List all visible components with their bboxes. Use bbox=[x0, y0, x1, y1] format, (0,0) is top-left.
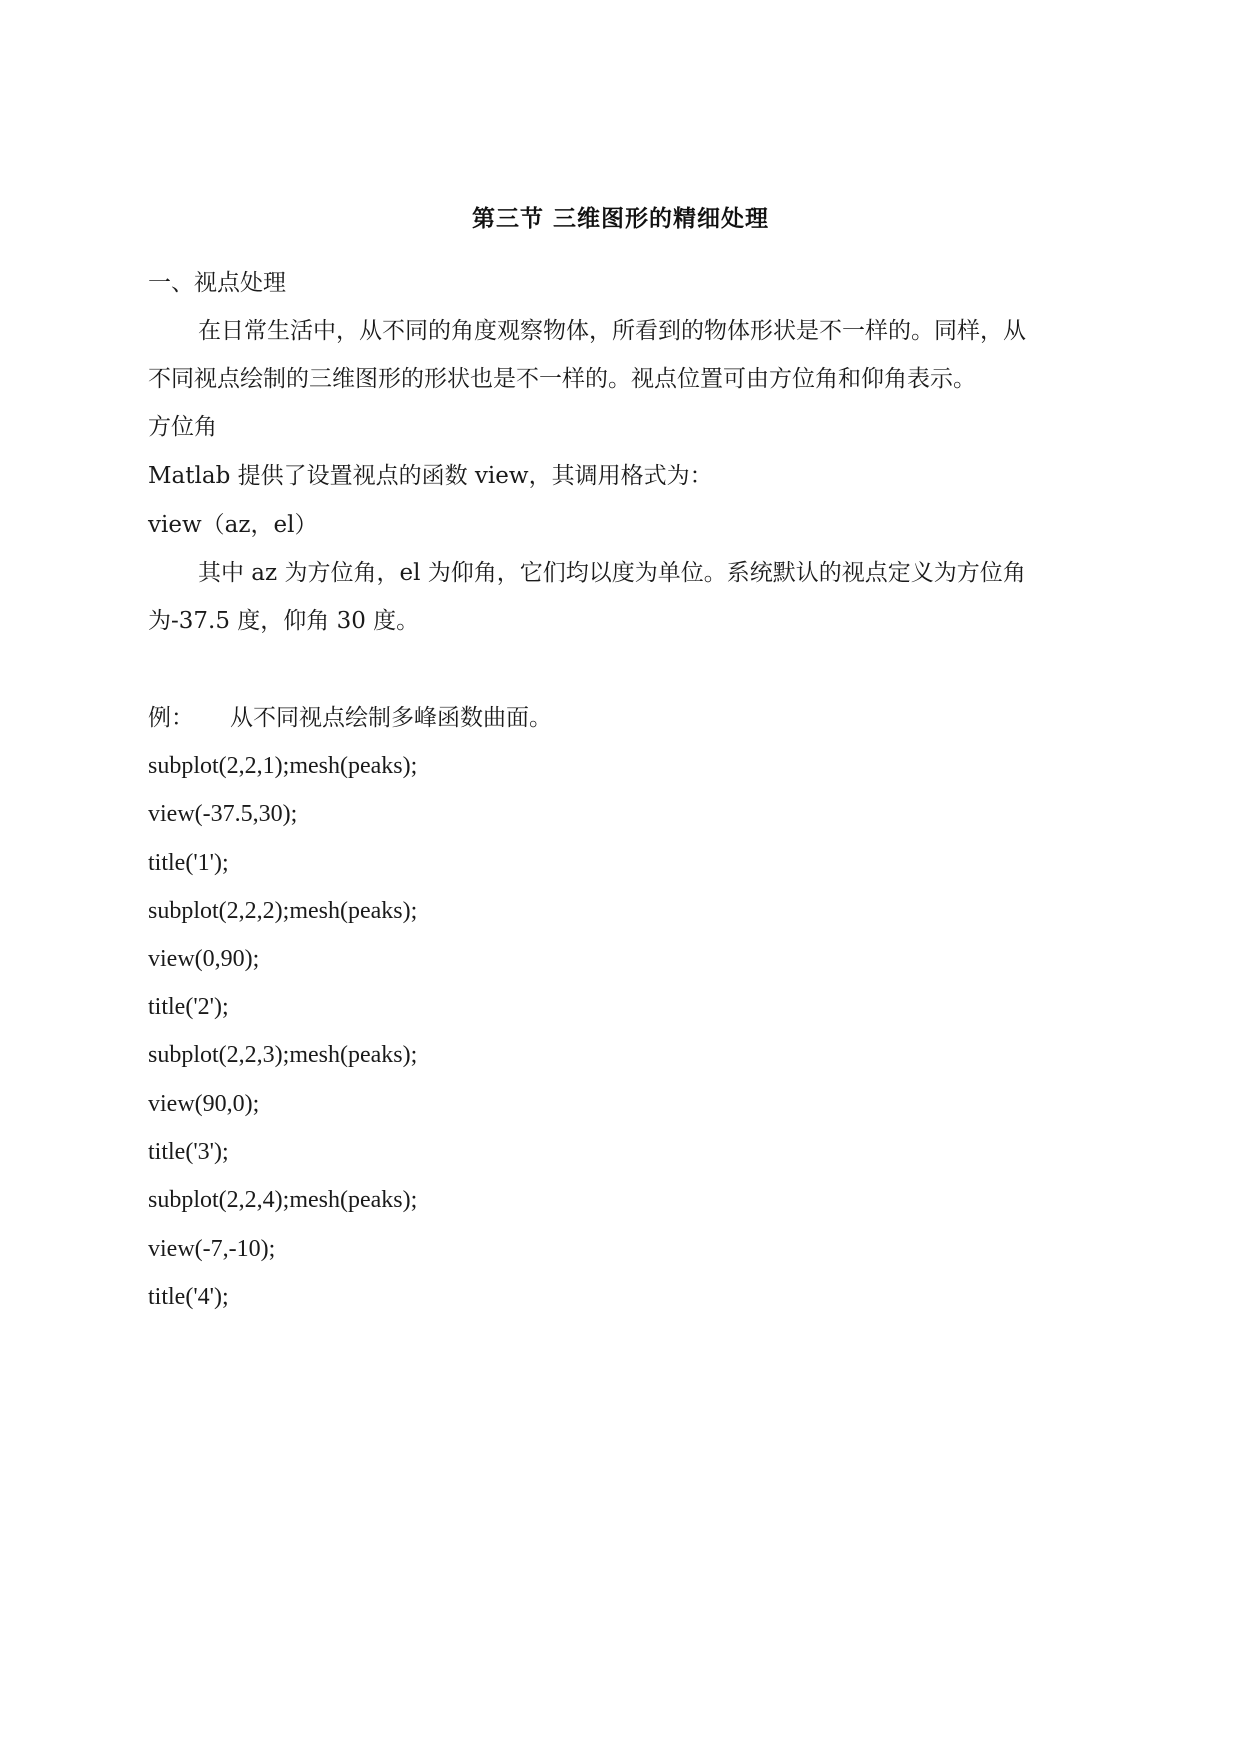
paragraph-1-line-2: 不同视点绘制的三维图形的形状也是不一样的。视点位置可由方位角和仰角表示。 bbox=[148, 366, 976, 392]
page-title: 第三节 三维图形的精细处理 bbox=[471, 206, 769, 232]
paragraph-1-line-1: 在日常生活中，从不同的角度观察物体，所看到的物体形状是不一样的。同样，从 bbox=[198, 318, 1026, 344]
code-line: subplot(2,2,2);mesh(peaks); bbox=[148, 898, 418, 924]
code-line: view(-37.5,30); bbox=[148, 801, 298, 827]
code-line: subplot(2,2,3);mesh(peaks); bbox=[148, 1042, 418, 1068]
paragraph-2-line-1: 其中 az 为方位角，el 为仰角，它们均以度为单位。系统默认的视点定义为方位角 bbox=[198, 560, 1026, 586]
code-line: title('3'); bbox=[148, 1139, 229, 1165]
code-line: title('1'); bbox=[148, 850, 229, 876]
example-text: 从不同视点绘制多峰函数曲面。 bbox=[230, 705, 552, 731]
section-heading: 一、视点处理 bbox=[148, 270, 286, 296]
example-line bbox=[148, 703, 552, 733]
code-line: title('4'); bbox=[148, 1284, 229, 1310]
subheading-azimuth: 方位角 bbox=[148, 414, 217, 440]
code-line: subplot(2,2,1);mesh(peaks); bbox=[148, 753, 418, 779]
view-syntax: view（az，el） bbox=[148, 512, 318, 538]
example-label: 例： bbox=[148, 705, 194, 731]
code-line: view(-7,-10); bbox=[148, 1236, 276, 1262]
code-line: view(90,0); bbox=[148, 1091, 260, 1117]
code-line: title('2'); bbox=[148, 994, 229, 1020]
matlab-intro: Matlab 提供了设置视点的函数 view，其调用格式为： bbox=[148, 463, 713, 489]
paragraph-2-line-2: 为-37.5 度，仰角 30 度。 bbox=[148, 608, 420, 634]
code-line: view(0,90); bbox=[148, 946, 260, 972]
code-line: subplot(2,2,4);mesh(peaks); bbox=[148, 1187, 418, 1213]
